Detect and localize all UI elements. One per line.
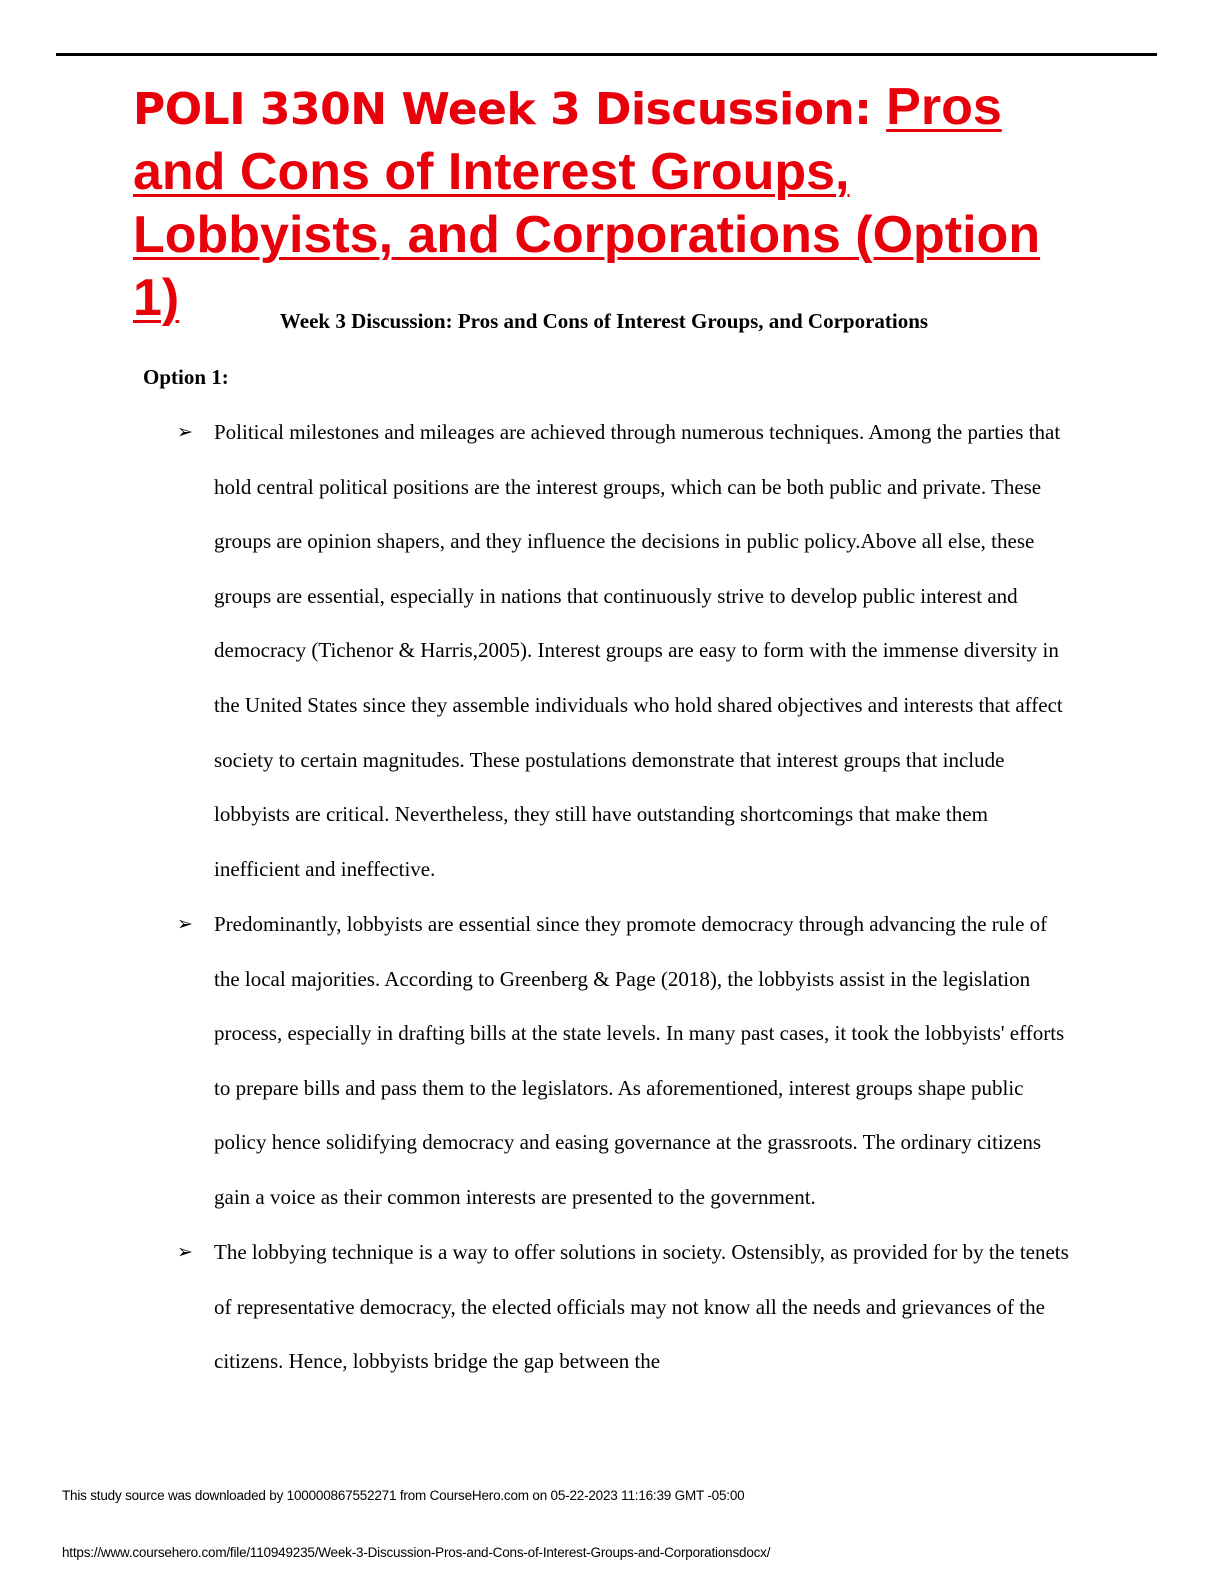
arrow-bullet-icon: ➢ xyxy=(177,421,193,443)
title-link[interactable]: Pros and Cons of Interest Groups, Lobbyists, and Corporations (Option 1) xyxy=(133,78,1041,327)
bullet-text: Predominantly, lobbyists are essential since they promote democracy through advancing the rule of the local majorities. According to Greenberg & Page (2018), the lobbyists assist in the legislation process, especially in drafting bills at the state levels. In many past cases, it took the lobbyists' efforts to prepare bills and pass them to the legislators. As aforementioned, interest groups shape public policy hence solidifying democracy and easing governance at the grassroots. The ordinary citizens gain a voice as their common interests are presented to the government. xyxy=(214,911,1065,1209)
arrow-bullet-icon: ➢ xyxy=(177,912,193,935)
bullet-text: Political milestones and mileages are achieved through numerous techniques. Among the parties that hold central political positions are the interest groups, which can be both public and private. These groups are opinion shapers, and they influence the decisions in public policy.Above all else, these groups are essential, especially in nations that continuously strive to develop public interest and democracy (Tichenor & Harris,2005). Interest groups are easy to form with the immense diversity in the United States since they assemble individuals who hold shared objectives and interests that affect society to certain magnitudes. These postulations demonstrate that interest groups that include lobbyists are critical. Nevertheless, they still have outstanding shortcomings that make them inefficient and ineffective. xyxy=(214,420,1063,881)
bullet-list xyxy=(177,405,1077,1389)
title-prefix: POLI 330N Week 3 Discussion: xyxy=(133,84,887,135)
bullet-text: The lobbying technique is a way to offer solutions in society. Ostensibly, as provided for by the tenets of representative democracy, the elected officials may not know all the needs and grievances of the citizens. Hence, lobbyists bridge the gap between the xyxy=(214,1240,1069,1374)
arrow-bullet-icon: ➢ xyxy=(177,1241,193,1264)
subheading: Week 3 Discussion: Pros and Cons of Interest Groups, and Corporations xyxy=(279,309,929,333)
option-label: Option 1: xyxy=(143,365,229,389)
list-item xyxy=(177,1225,1077,1389)
download-source-note: This study source was downloaded by 100000867552271 from CourseHero.com on 05-22-2023 11:16:39 GMT -05:00 xyxy=(62,1488,745,1503)
top-rule xyxy=(56,53,1157,56)
document-title xyxy=(133,76,1093,330)
source-url[interactable]: https://www.coursehero.com/file/110949235/Week-3-Discussion-Pros-and-Cons-of-Interest-Groups-and-Corporationsdocx/ xyxy=(62,1545,771,1560)
list-item xyxy=(177,405,1077,896)
list-item xyxy=(177,897,1077,1225)
